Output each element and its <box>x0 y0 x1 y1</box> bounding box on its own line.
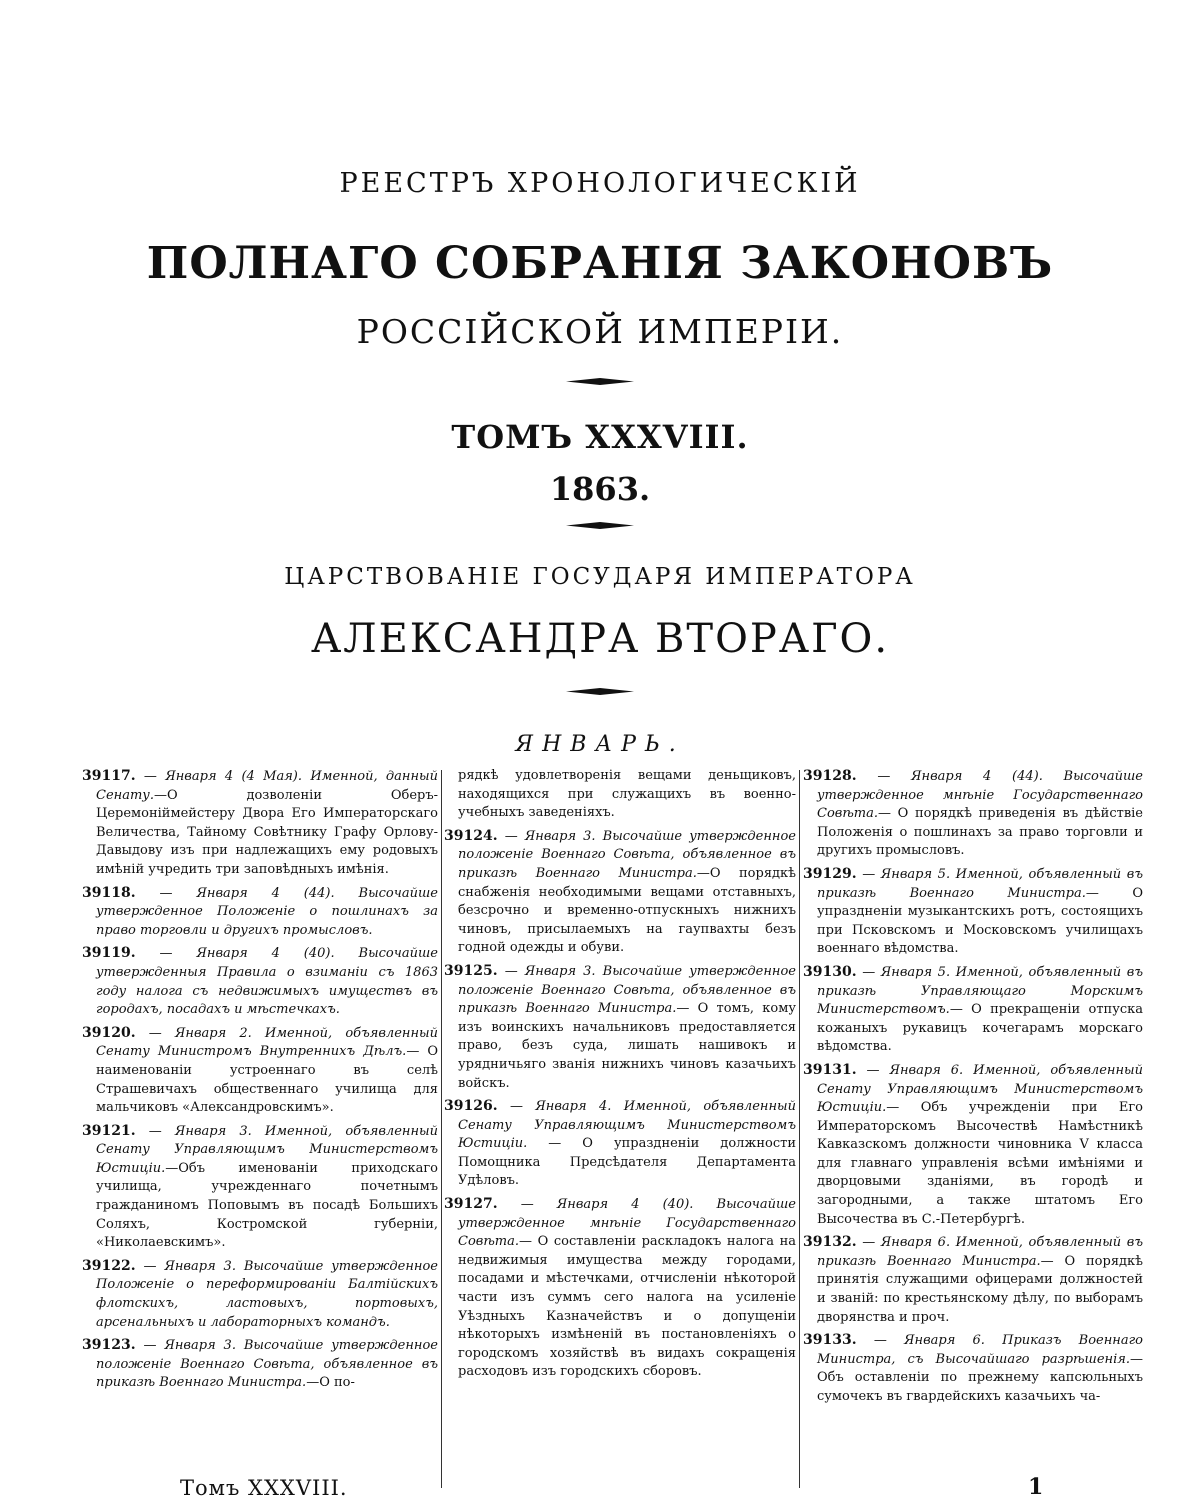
header-title: ПОЛНАГО СОБРАНІЯ ЗАКОНОВЪ <box>146 238 1054 289</box>
register-entry: 39129. — Января 5. Именной, объявленный въ приказѣ Военнаго Министра.— О упраздненіи музыкантскихъ ротъ, состоящихъ при Псковскомъ и Московскомъ училищахъ военнаго вѣдомства. <box>803 865 1143 957</box>
register-entry: 39119. — Января 4 (40). Высочайше утвержденныя Правила о взиманіи съ 1863 году налога съ недвижимыхъ имуществъ въ городахъ, посадахъ и мѣстечкахъ. <box>82 945 438 1018</box>
column-1 <box>82 767 438 1497</box>
column-divider <box>799 770 800 1488</box>
entry-continuation: рядкѣ удовлетворенія вещами деньщиковъ, находящихся при служащихъ въ военно-учебныхъ заведеніяхъ. <box>458 768 796 821</box>
register-entry: 39124. — Января 3. Высочайше утвержденное положеніе Военнаго Совѣта, объявленное въ приказѣ Военнаго Министра.—О порядкѣ снабженія необходимыми вещами отставныхъ, безсрочно и временно-отпускныхъ нижнихъ чиновъ, присылаемыхъ на гаупвахты безъ годной одежды и обуви. <box>444 827 796 956</box>
reign-line-1: ЦАРСТВОВАНІЕ ГОСУДАРЯ ИМПЕРАТОРА <box>284 564 916 590</box>
column-2 <box>444 767 796 1497</box>
footer-volume: Томъ XXXVIII. <box>180 1476 348 1500</box>
ornament-rule <box>566 688 634 695</box>
header-line-1: РЕЕСТРЪ ХРОНОЛОГИЧЕСКІЙ <box>339 168 861 199</box>
register-entry: 39131. — Января 6. Именной, объявленный Сенату Управляющимъ Министерствомъ Юстиціи.— Объ учрежденіи при Его Императорскомъ Высочествѣ Намѣстникѣ Кавказскомъ должности чиновника V класса для главнаго управленія всѣми имѣніями и дворцовыми зданіями, въ городѣ и загородными, а также штатомъ Его Высочества въ С.-Петербургѣ. <box>803 1061 1143 1227</box>
column-divider <box>441 770 442 1488</box>
column-3 <box>803 767 1143 1497</box>
ornament-rule <box>566 522 634 529</box>
page-number: 1 <box>1028 1474 1044 1500</box>
register-entry: 39130. — Января 5. Именной, объявленный въ приказѣ Управляющаго Морскимъ Министерствомъ.— О прекращеніи отпуска кожаныхъ рукавицъ кочегарамъ морскаго вѣдомства. <box>803 963 1143 1055</box>
volume-heading: ТОМЪ XXXVIII. <box>451 418 749 456</box>
register-entry: 39133. — Января 6. Приказъ Военнаго Министра, съ Высочайшаго разрѣшенія.—Объ оставленіи по прежнему капсюльныхъ сумочекъ въ гвардейскихъ казачьихъ ча- <box>803 1332 1143 1404</box>
register-entry: 39125. — Января 3. Высочайше утвержденное положеніе Военнаго Совѣта, объявленное въ приказѣ Военнаго Министра.— О томъ, кому изъ воинскихъ начальниковъ предоставляется право, безъ суда, лишать нашивокъ и урядничьяго званія нижнихъ чиновъ казачьихъ войскъ. <box>444 962 796 1091</box>
year-heading: 1863. <box>549 470 651 508</box>
register-entry: 39122. — Января 3. Высочайше утвержденное Положеніе о переформированіи Балтійскихъ флотскихъ, ластовыхъ, портовыхъ, арсенальныхъ и лабораторныхъ командъ. <box>82 1257 438 1330</box>
register-entry: 39128. — Января 4 (44). Высочайше утвержденное мнѣніе Государственнаго Совѣта.— О порядкѣ приведенія въ дѣйствіе Положенія о пошлинахъ за право торговли и другихъ промысловъ. <box>803 768 1143 859</box>
register-entry: 39118. — Января 4 (44). Высочайше утвержденное Положеніе о пошлинахъ за право торговли и другихъ промысловъ. <box>82 884 438 938</box>
header-line-3: РОССІЙСКОЙ ИМПЕРІИ. <box>356 312 844 351</box>
register-entry: 39123. — Января 3. Высочайше утвержденное положеніе Военнаго Совѣта, объявленное въ приказѣ Военнаго Министра.—О по- <box>82 1337 438 1391</box>
register-entry: 39117. — Января 4 (4 Мая). Именной, данный Сенату.—О дозволеніи Оберъ-Церемоніймейстеру Двора Его Императорскаго Величества, Тайному Совѣтнику Графу Орлову-Давыдову изъ при надлежащихъ ему родовыхъ имѣній учредить три заповѣдныхъ имѣнія. <box>82 768 438 877</box>
ornament-rule <box>566 378 634 385</box>
reign-line-2: АЛЕКСАНДРА ВТОРАГО. <box>310 616 890 662</box>
register-entry: 39127. — Января 4 (40). Высочайше утвержденное мнѣніе Государственнаго Совѣта.— О составленіи раскладокъ налога на недвижимыя имущества между городами, посадами и мѣстечками, отчисленіи нѣкоторой части изъ суммъ сего налога на усиленіе Уѣздныхъ Казначействъ и о допущеніи нѣкоторыхъ измѣненій въ постановленіяхъ о городскомъ хозяйствѣ въ видахъ сокращенія расходовъ изъ городскихъ сборовъ. <box>444 1196 796 1380</box>
register-entry: 39120. — Января 2. Именной, объявленный Сенату Министромъ Внутреннихъ Дѣлъ.— О наименованіи устроеннаго въ селѣ Страшевичахъ общественнаго училища для мальчиковъ «Александровскимъ». <box>82 1024 438 1116</box>
month-heading: ЯНВАРЬ. <box>515 732 685 757</box>
register-entry: 39126. — Января 4. Именной, объявленный Сенату Управляющимъ Министерствомъ Юстиціи. — О упраздненіи должности Помощника Предсѣдателя Департамента Удѣловъ. <box>444 1098 796 1189</box>
register-entry: 39132. — Января 6. Именной, объявленный въ приказѣ Военнаго Министра.— О порядкѣ принятія служащими офицерами должностей и званій: по крестьянскому дѣлу, по выборамъ дворянства и проч. <box>803 1234 1143 1325</box>
register-entry: 39121. — Января 3. Именной, объявленный Сенату Управляющимъ Министерствомъ Юстиціи.—Объ именованіи приходскаго училища, учрежденнаго почетнымъ гражданиномъ Поповымъ въ посадѣ Большихъ Соляхъ, Костромской губерніи, «Николаевскимъ». <box>82 1122 438 1251</box>
